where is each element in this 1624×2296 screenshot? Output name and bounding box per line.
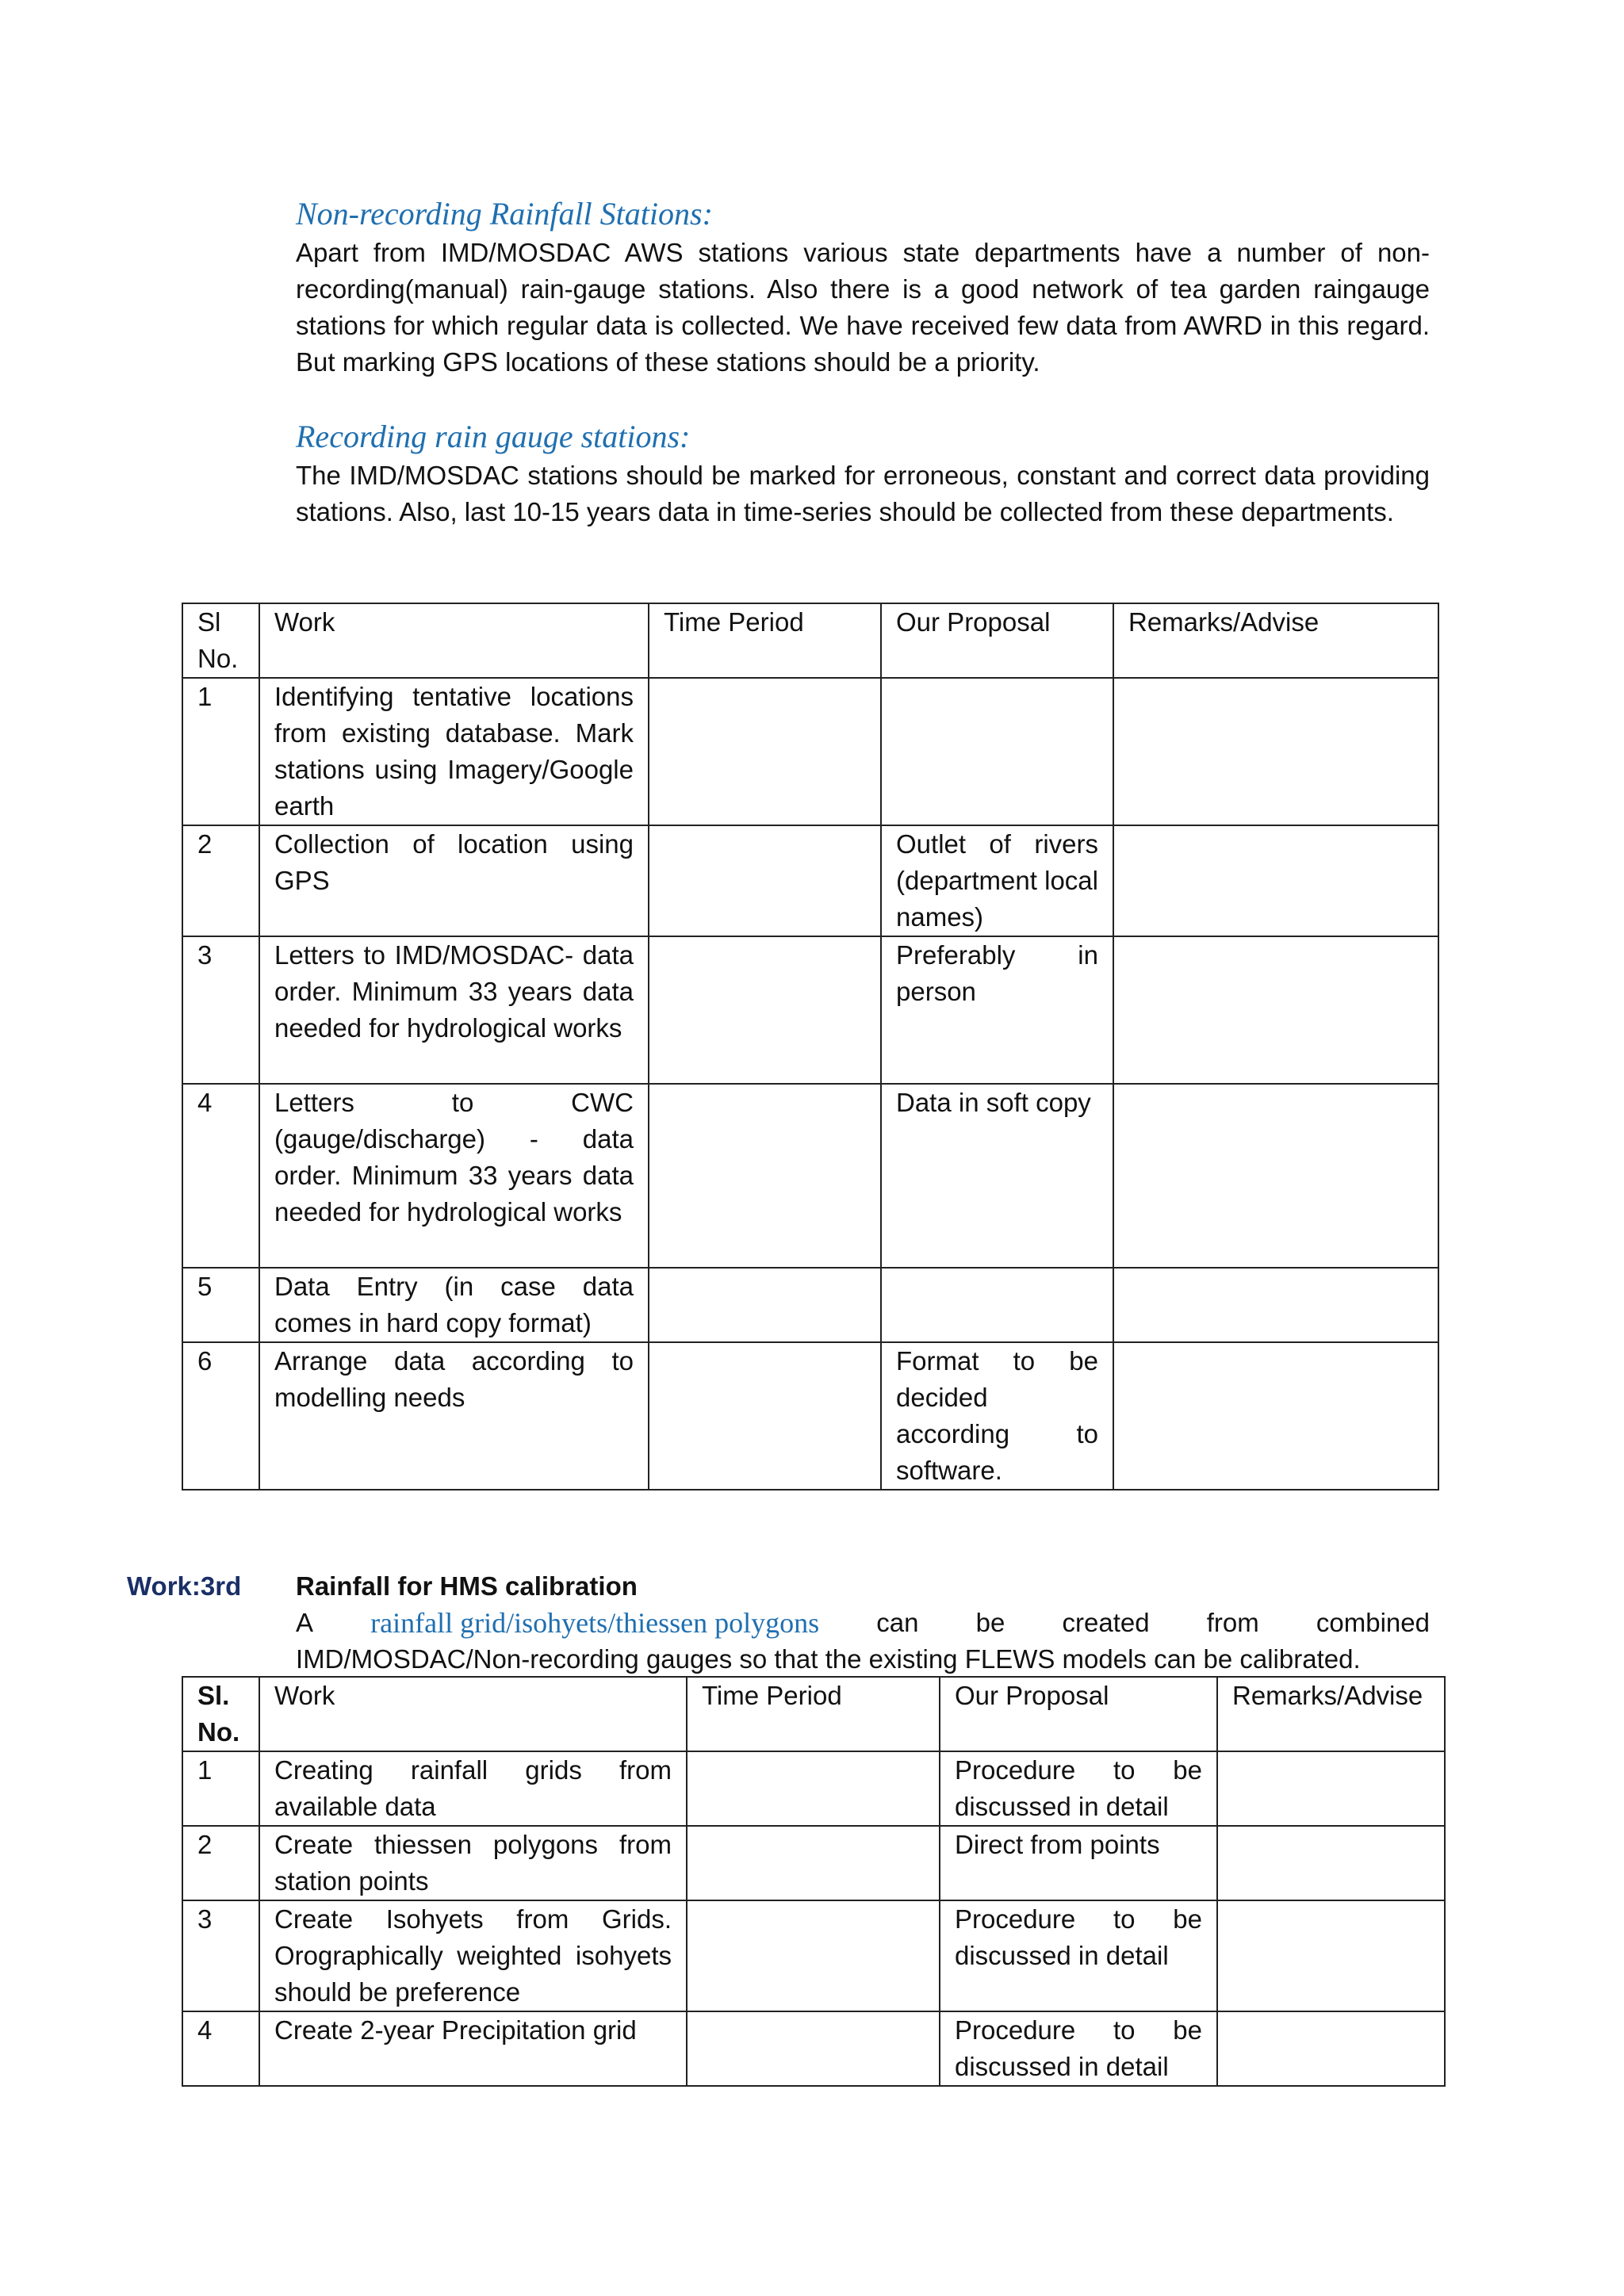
cell-work: Create thiessen polygons from station points xyxy=(259,1826,687,1900)
cell-work: Letters to IMD/MOSDAC- data order. Minimum 33 years data needed for hydrological works xyxy=(259,936,649,1084)
work-number-label: Work:3rd xyxy=(127,1571,242,1601)
cell-work: Create Isohyets from Grids. Orographically weighted isohyets should be preference xyxy=(259,1900,687,2011)
cell-proposal xyxy=(881,678,1113,825)
header-time-period: Time Period xyxy=(687,1677,940,1751)
paragraph-non-recording: Apart from IMD/MOSDAC AWS stations various state departments have a number of non-recording(manual) rain-gauge stations. Also there is a good network of tea garden raingauge stations for which regular data is collected. We have received few data from AWRD in this regard. But marking GPS locations of these stations should be a priority. xyxy=(296,238,1430,377)
cell-time xyxy=(649,936,881,1084)
intro-word: be xyxy=(975,1608,1005,1637)
cell-remarks xyxy=(1113,825,1438,936)
cell-time xyxy=(687,2011,940,2086)
header-work: Work xyxy=(259,1677,687,1751)
cell-work: Letters to CWC (gauge/discharge) - data order. Minimum 33 years data needed for hydrological works xyxy=(259,1084,649,1268)
table-row xyxy=(182,1900,1445,2011)
cell-work: Identifying tentative locations from existing database. Mark stations using Imagery/Google earth xyxy=(259,678,649,825)
cell-proposal: Procedure to be discussed in detail xyxy=(940,1900,1217,2011)
header-sl-no: Sl. No. xyxy=(182,1677,259,1751)
cell-work: Data Entry (in case data comes in hard copy format) xyxy=(259,1268,649,1342)
cell-proposal: Outlet of rivers (department local names) xyxy=(881,825,1113,936)
table-row xyxy=(182,1826,1445,1900)
cell-remarks xyxy=(1217,1826,1445,1900)
cell-no: 3 xyxy=(182,936,259,1084)
cell-time xyxy=(649,678,881,825)
header-remarks: Remarks/Advise xyxy=(1113,603,1438,678)
header-remarks: Remarks/Advise xyxy=(1217,1677,1445,1751)
cell-remarks xyxy=(1217,1900,1445,2011)
intro-word: A xyxy=(296,1608,314,1637)
table-header-row xyxy=(182,603,1438,678)
cell-work: Collection of location using GPS xyxy=(259,825,649,936)
heading-recording: Recording rain gauge stations: xyxy=(296,419,691,454)
cell-no: 3 xyxy=(182,1900,259,2011)
rainfall-calibration-table xyxy=(182,1676,1446,2087)
cell-proposal xyxy=(881,1268,1113,1342)
cell-remarks xyxy=(1113,1084,1438,1268)
header-our-proposal: Our Proposal xyxy=(881,603,1113,678)
cell-time xyxy=(649,825,881,936)
table-row xyxy=(182,1268,1438,1342)
intro-highlight: rainfall grid/isohyets/thiessen polygons xyxy=(370,1607,820,1639)
intro-word: combined xyxy=(1316,1608,1430,1637)
header-our-proposal: Our Proposal xyxy=(940,1677,1217,1751)
heading-non-recording: Non-recording Rainfall Stations: xyxy=(296,196,713,232)
cell-time xyxy=(649,1084,881,1268)
header-sl-no: Sl No. xyxy=(182,603,259,678)
cell-remarks xyxy=(1113,1342,1438,1490)
table-row xyxy=(182,2011,1445,2086)
table-row xyxy=(182,936,1438,1084)
cell-no: 5 xyxy=(182,1268,259,1342)
cell-work: Create 2-year Precipitation grid xyxy=(259,2011,687,2086)
paragraph-recording: The IMD/MOSDAC stations should be marked for erroneous, constant and correct data providing stations. Also, last 10-15 years data in time-series should be collected from these departments. xyxy=(296,461,1430,526)
table-row xyxy=(182,1342,1438,1490)
cell-proposal: Procedure to be discussed in detail xyxy=(940,2011,1217,2086)
cell-work: Creating rainfall grids from available data xyxy=(259,1751,687,1826)
cell-no: 1 xyxy=(182,678,259,825)
cell-remarks xyxy=(1113,936,1438,1084)
intro-line-2: IMD/MOSDAC/Non-recording gauges so that the existing FLEWS models can be calibrated. xyxy=(296,1644,1361,1674)
cell-time xyxy=(649,1268,881,1342)
table-row xyxy=(182,678,1438,825)
cell-time xyxy=(687,1900,940,2011)
table-row xyxy=(182,825,1438,936)
cell-proposal: Procedure to be discussed in detail xyxy=(940,1751,1217,1826)
cell-time xyxy=(649,1342,881,1490)
work-title: Rainfall for HMS calibration xyxy=(296,1571,638,1601)
cell-no: 4 xyxy=(182,2011,259,2086)
cell-no: 1 xyxy=(182,1751,259,1826)
cell-no: 2 xyxy=(182,825,259,936)
intro-word: can xyxy=(876,1608,919,1637)
work-intro xyxy=(296,1605,1430,1678)
cell-time xyxy=(687,1751,940,1826)
header-work: Work xyxy=(259,603,649,678)
cell-proposal: Preferably in person xyxy=(881,936,1113,1084)
station-work-table xyxy=(182,603,1439,1490)
cell-work: Arrange data according to modelling needs xyxy=(259,1342,649,1490)
cell-proposal: Data in soft copy xyxy=(881,1084,1113,1268)
cell-remarks xyxy=(1217,1751,1445,1826)
cell-no: 2 xyxy=(182,1826,259,1900)
cell-remarks xyxy=(1113,1268,1438,1342)
cell-remarks xyxy=(1113,678,1438,825)
intro-word: from xyxy=(1206,1608,1259,1637)
cell-no: 6 xyxy=(182,1342,259,1490)
intro-word: created xyxy=(1062,1608,1150,1637)
cell-proposal: Direct from points xyxy=(940,1826,1217,1900)
cell-proposal: Format to be decided according to software. xyxy=(881,1342,1113,1490)
table-row xyxy=(182,1751,1445,1826)
cell-remarks xyxy=(1217,2011,1445,2086)
cell-no: 4 xyxy=(182,1084,259,1268)
header-time-period: Time Period xyxy=(649,603,881,678)
cell-time xyxy=(687,1826,940,1900)
table-header-row xyxy=(182,1677,1445,1751)
table-row xyxy=(182,1084,1438,1268)
